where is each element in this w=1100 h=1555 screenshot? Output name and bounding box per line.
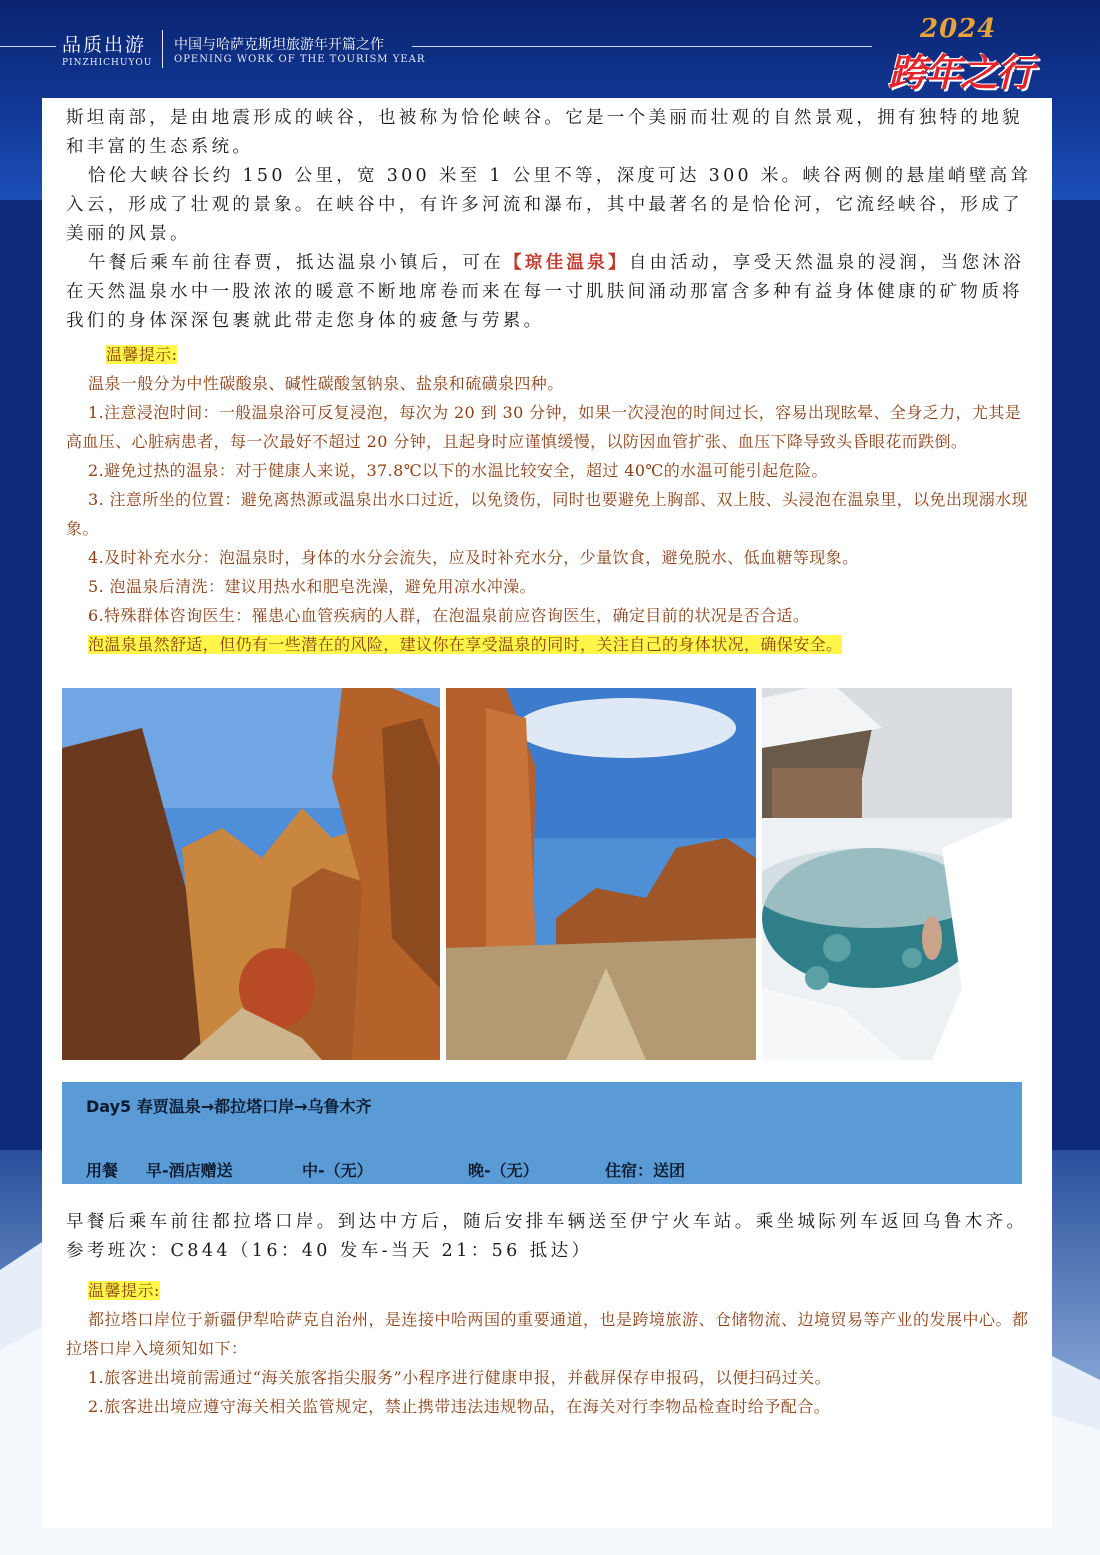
header-divider [162, 30, 163, 68]
canyon-photo-1 [62, 688, 440, 1060]
hot-spring-name: 【琼佳温泉】 [504, 253, 629, 273]
canyon-description [66, 104, 1034, 336]
border-tip-item-2: 2.旅客进出境应遵守海关相关监管规定，禁止携带违法违规物品，在海关对行李物品检查时给予配合。 [88, 1397, 831, 1416]
logo-text: 跨年之行 [888, 50, 1033, 95]
paragraph-canyon-size [66, 162, 1034, 249]
tip-item-4: 4.及时补充水分：泡温泉时，身体的水分会流失，应及时补充水分，少量饮食，避免脱水、低血糖等现象。 [88, 548, 859, 567]
border-tips [66, 1276, 1034, 1421]
hot-spring-text-b: 自由活动，享受天然温泉的浸润，当您沐浴在天然温泉水中一股浓浓的暖意不断地席卷而来在每一寸肌肤间涌动那富含多种有益身体健康的矿物质将我们的身体深深包裹就此带走您身体的疲惫与劳累。 [66, 253, 1025, 331]
tour-logo [880, 8, 1060, 94]
tips-warning: 泡温泉虽然舒适，但仍有一些潜在的风险，建议你在享受温泉的同时，关注自己的身体状况，确保安全。 [88, 635, 843, 654]
tip-item-1: 1.注意浸泡时间：一般温泉浴可反复浸泡，每次为 20 到 30 分钟，如果一次浸泡的时间过长，容易出现眩晕、全身乏力，尤其是高血压、心脏病患者，每一次最好不超过 20 分钟，且起身时应谨慎缓慢，以防因血管扩张、血压下降导致头昏眼花而跌倒。 [66, 403, 1022, 451]
border-tips-label: 温馨提示: [88, 1281, 160, 1300]
photo-gallery [60, 681, 1017, 1064]
tip-item-3: 3. 注意所坐的位置：避免离热源或温泉出水口过近，以免烫伤，同时也要避免上胸部、双上肢、头浸泡在温泉里，以免出现溺水现象。 [66, 490, 1028, 538]
tips-label-row [66, 340, 1034, 369]
header-subtitle: OPENING WORK OF THE TOURISM YEAR [174, 54, 426, 65]
day5-title: Day5 春贾温泉→都拉塔口岸→乌鲁木齐 [86, 1097, 372, 1116]
hot-spring-photo [762, 688, 1012, 1060]
canyon-size-text: 恰伦大峡谷长约 150 公里，宽 300 米至 1 公里不等，深度可达 300 米。峡谷两侧的悬崖峭壁高耸入云，形成了壮观的景象。在峡谷中，有许多河流和瀑布，其中最著名的是恰伦河，它流经峡谷，形成了美丽的风景。 [66, 166, 1032, 244]
tips-intro: 温泉一般分为中性碳酸泉、碱性碳酸氢钠泉、盐泉和硫磺泉四种。 [88, 374, 564, 393]
tip-item-2: 2.避免过热的温泉：对于健康人来说，37.8℃以下的水温比较安全，超过 40℃的水温可能引起危险。 [88, 461, 828, 480]
border-tips-label-row [66, 1276, 1034, 1305]
day5-description: 早餐后乘车前往都拉塔口岸。到达中方后，随后安排车辆送至伊宁火车站。乘坐城际列车返回乌鲁木齐。参考班次：C844（16：40 发车-当天 21：56 抵达） [66, 1212, 1028, 1261]
header-rule-right [412, 46, 872, 47]
tip-item-5: 5. 泡温泉后清洗：建议用热水和肥皂洗澡，避免用凉水冲澡。 [88, 577, 536, 596]
accommodation: 住宿：送团 [605, 1161, 686, 1180]
brand-pinyin: PINZHICHUYOU [62, 58, 153, 68]
border-tip-item-1: 1.旅客进出境前需通过“海关旅客指尖服务”小程序进行健康申报，并截屏保存申报码，以便扫码过关。 [88, 1368, 832, 1387]
meal-breakfast: 早-酒店赠送 [146, 1161, 233, 1180]
paragraph-hot-spring [66, 249, 1034, 336]
paragraph-canyon-intro: 斯坦南部，是由地震形成的峡谷，也被称为恰伦峡谷。它是一个美丽而壮观的自然景观，拥有独特的地貌和丰富的生态系统。 [66, 108, 1023, 157]
tips-warning-row [66, 630, 1034, 659]
logo-year: 2024 [920, 14, 997, 44]
header-title: 中国与哈萨克斯坦旅游年开篇之作 [174, 37, 384, 53]
meal-dinner: 晚-（无） [468, 1161, 539, 1180]
tips-label: 温馨提示: [106, 345, 178, 364]
tip-item-6: 6.特殊群体咨询医生：罹患心血管疾病的人群，在泡温泉前应咨询医生，确定目前的状况是否合适。 [88, 606, 810, 625]
day5-info-box [62, 1082, 1022, 1184]
brand-name: 品质出游 [62, 34, 147, 56]
header-rule-left [0, 46, 56, 47]
meal-lunch: 中-（无） [302, 1161, 373, 1180]
border-tips-intro: 都拉塔口岸位于新疆伊犁哈萨克自治州，是连接中哈两国的重要通道，也是跨境旅游、仓储物流、边境贸易等产业的发展中心。都拉塔口岸入境须知如下： [66, 1310, 1029, 1358]
meal-label: 用餐 [86, 1161, 119, 1180]
hot-spring-text-a: 午餐后乘车前往春贾，抵达温泉小镇后，可在 [88, 253, 504, 273]
page-header [0, 0, 1100, 100]
canyon-photo-2 [446, 688, 756, 1060]
hot-spring-tips [66, 340, 1034, 659]
